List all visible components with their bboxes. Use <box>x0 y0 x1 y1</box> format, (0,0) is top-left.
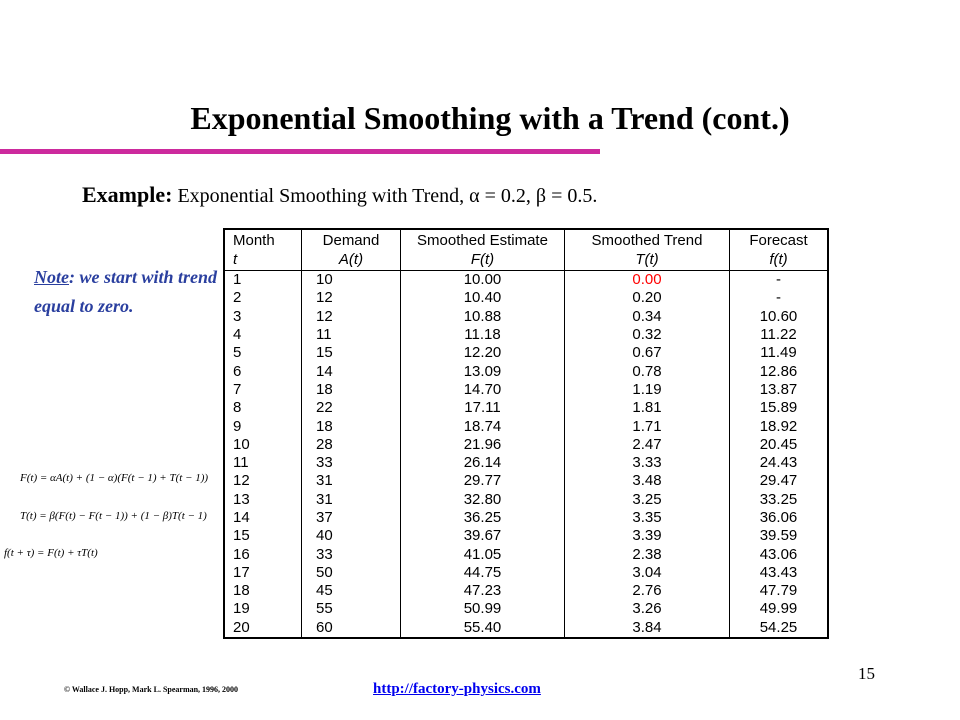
title-underline-rule <box>0 149 600 154</box>
cell-forecast: 15.89 <box>730 399 829 417</box>
cell-smoothed-estimate: 39.67 <box>401 527 565 545</box>
cell-smoothed-estimate: 44.75 <box>401 564 565 582</box>
cell-forecast: - <box>730 271 829 290</box>
cell-demand: 37 <box>302 509 401 527</box>
cell-smoothed-trend: 3.26 <box>565 600 730 618</box>
table-row <box>224 362 828 380</box>
cell-forecast: 43.43 <box>730 564 829 582</box>
cell-smoothed-estimate: 32.80 <box>401 491 565 509</box>
slide-title: Exponential Smoothing with a Trend (cont.) <box>190 100 790 136</box>
cell-forecast: 29.47 <box>730 472 829 490</box>
example-text: Exponential Smoothing with Trend, α = 0.2, β = 0.5. <box>177 185 598 207</box>
cell-month: 8 <box>224 399 302 417</box>
cell-smoothed-trend: 3.48 <box>565 472 730 490</box>
cell-forecast: 11.49 <box>730 344 829 362</box>
table-row <box>224 417 828 435</box>
cell-demand: 10 <box>302 271 401 290</box>
note-text <box>34 263 224 321</box>
cell-month: 17 <box>224 564 302 582</box>
cell-smoothed-estimate: 41.05 <box>401 545 565 563</box>
cell-demand: 12 <box>302 308 401 326</box>
cell-smoothed-estimate: 14.70 <box>401 381 565 399</box>
example-line <box>82 182 597 208</box>
cell-smoothed-estimate: 10.40 <box>401 289 565 307</box>
cell-smoothed-trend: 2.47 <box>565 436 730 454</box>
table-body <box>224 271 828 638</box>
header-smoothed-estimate: Smoothed Estimate <box>401 229 565 250</box>
cell-demand: 15 <box>302 344 401 362</box>
subheader-t: t <box>224 250 302 271</box>
cell-forecast: 20.45 <box>730 436 829 454</box>
cell-month: 14 <box>224 509 302 527</box>
cell-smoothed-estimate: 47.23 <box>401 582 565 600</box>
cell-smoothed-trend: 0.34 <box>565 308 730 326</box>
table-row <box>224 600 828 618</box>
cell-demand: 28 <box>302 436 401 454</box>
example-label: Example: <box>82 182 173 207</box>
cell-forecast: 49.99 <box>730 600 829 618</box>
cell-month: 10 <box>224 436 302 454</box>
header-smoothed-trend: Smoothed Trend <box>565 229 730 250</box>
cell-month: 9 <box>224 417 302 435</box>
cell-smoothed-estimate: 10.00 <box>401 271 565 290</box>
cell-month: 15 <box>224 527 302 545</box>
cell-demand: 60 <box>302 619 401 638</box>
cell-smoothed-trend: 0.20 <box>565 289 730 307</box>
cell-demand: 18 <box>302 381 401 399</box>
cell-month: 19 <box>224 600 302 618</box>
table-row <box>224 289 828 307</box>
cell-smoothed-estimate: 17.11 <box>401 399 565 417</box>
cell-smoothed-estimate: 36.25 <box>401 509 565 527</box>
cell-smoothed-trend: 3.84 <box>565 619 730 638</box>
cell-month: 2 <box>224 289 302 307</box>
cell-smoothed-estimate: 50.99 <box>401 600 565 618</box>
header-month: Month <box>224 229 302 250</box>
subheader-a: A(t) <box>302 250 401 271</box>
table-row <box>224 619 828 638</box>
cell-smoothed-trend: 3.25 <box>565 491 730 509</box>
note-body: : we start with trend equal to zero. <box>34 267 218 316</box>
formula-smoothed-estimate: F(t) = αA(t) + (1 − α)(F(t − 1) + T(t − 1)) <box>20 472 209 484</box>
cell-forecast: 54.25 <box>730 619 829 638</box>
formula-forecast: f(t + τ) = F(t) + τT(t) <box>4 547 98 559</box>
cell-forecast: - <box>730 289 829 307</box>
table-subheader-row <box>224 250 828 271</box>
factory-physics-link[interactable]: http://factory-physics.com <box>373 681 541 697</box>
cell-smoothed-estimate: 10.88 <box>401 308 565 326</box>
cell-smoothed-trend: 3.33 <box>565 454 730 472</box>
subheader-trend: T(t) <box>565 250 730 271</box>
cell-forecast: 12.86 <box>730 362 829 380</box>
cell-smoothed-estimate: 55.40 <box>401 619 565 638</box>
cell-smoothed-trend: 2.38 <box>565 545 730 563</box>
cell-smoothed-estimate: 11.18 <box>401 326 565 344</box>
table-row <box>224 399 828 417</box>
cell-demand: 50 <box>302 564 401 582</box>
cell-smoothed-estimate: 26.14 <box>401 454 565 472</box>
table-row <box>224 509 828 527</box>
table-row <box>224 582 828 600</box>
table-row <box>224 308 828 326</box>
subheader-forecast: f(t) <box>730 250 829 271</box>
cell-forecast: 39.59 <box>730 527 829 545</box>
cell-smoothed-trend: 1.19 <box>565 381 730 399</box>
cell-smoothed-trend: 1.71 <box>565 417 730 435</box>
table-row <box>224 545 828 563</box>
cell-smoothed-estimate: 12.20 <box>401 344 565 362</box>
table-row <box>224 527 828 545</box>
table-row <box>224 326 828 344</box>
cell-smoothed-estimate: 13.09 <box>401 362 565 380</box>
cell-smoothed-trend: 2.76 <box>565 582 730 600</box>
cell-demand: 31 <box>302 491 401 509</box>
cell-month: 12 <box>224 472 302 490</box>
header-demand: Demand <box>302 229 401 250</box>
copyright-text: © Wallace J. Hopp, Mark L. Spearman, 1996, 2000 <box>64 685 239 694</box>
table-row <box>224 381 828 399</box>
header-forecast: Forecast <box>730 229 829 250</box>
cell-smoothed-trend: 0.78 <box>565 362 730 380</box>
cell-month: 5 <box>224 344 302 362</box>
cell-month: 16 <box>224 545 302 563</box>
cell-forecast: 43.06 <box>730 545 829 563</box>
cell-month: 3 <box>224 308 302 326</box>
cell-smoothed-trend: 3.35 <box>565 509 730 527</box>
table-row <box>224 454 828 472</box>
cell-month: 4 <box>224 326 302 344</box>
table-row <box>224 436 828 454</box>
cell-forecast: 47.79 <box>730 582 829 600</box>
table-row <box>224 472 828 490</box>
table-row <box>224 564 828 582</box>
cell-month: 13 <box>224 491 302 509</box>
cell-month: 7 <box>224 381 302 399</box>
cell-demand: 11 <box>302 326 401 344</box>
cell-forecast: 18.92 <box>730 417 829 435</box>
cell-demand: 45 <box>302 582 401 600</box>
cell-demand: 31 <box>302 472 401 490</box>
cell-month: 1 <box>224 271 302 290</box>
formula-smoothed-trend: T(t) = β(F(t) − F(t − 1)) + (1 − β)T(t − 1) <box>20 510 207 522</box>
cell-demand: 18 <box>302 417 401 435</box>
cell-month: 18 <box>224 582 302 600</box>
cell-demand: 14 <box>302 362 401 380</box>
cell-smoothed-estimate: 29.77 <box>401 472 565 490</box>
cell-demand: 40 <box>302 527 401 545</box>
cell-smoothed-estimate: 21.96 <box>401 436 565 454</box>
cell-demand: 22 <box>302 399 401 417</box>
cell-demand: 33 <box>302 545 401 563</box>
table-header-row <box>224 229 828 250</box>
cell-forecast: 33.25 <box>730 491 829 509</box>
note-label: Note <box>34 267 69 287</box>
cell-smoothed-trend: 1.81 <box>565 399 730 417</box>
subheader-f: F(t) <box>401 250 565 271</box>
cell-forecast: 10.60 <box>730 308 829 326</box>
cell-smoothed-trend: 3.39 <box>565 527 730 545</box>
cell-month: 6 <box>224 362 302 380</box>
cell-forecast: 24.43 <box>730 454 829 472</box>
cell-forecast: 13.87 <box>730 381 829 399</box>
table-row <box>224 271 828 290</box>
cell-month: 20 <box>224 619 302 638</box>
cell-smoothed-estimate: 18.74 <box>401 417 565 435</box>
cell-forecast: 11.22 <box>730 326 829 344</box>
cell-smoothed-trend: 0.00 <box>565 271 730 290</box>
cell-demand: 12 <box>302 289 401 307</box>
table-row <box>224 491 828 509</box>
cell-forecast: 36.06 <box>730 509 829 527</box>
cell-smoothed-trend: 0.67 <box>565 344 730 362</box>
smoothing-table <box>223 228 829 639</box>
cell-demand: 55 <box>302 600 401 618</box>
table-row <box>224 344 828 362</box>
cell-smoothed-trend: 0.32 <box>565 326 730 344</box>
cell-month: 11 <box>224 454 302 472</box>
cell-demand: 33 <box>302 454 401 472</box>
cell-smoothed-trend: 3.04 <box>565 564 730 582</box>
page-number: 15 <box>858 664 875 683</box>
